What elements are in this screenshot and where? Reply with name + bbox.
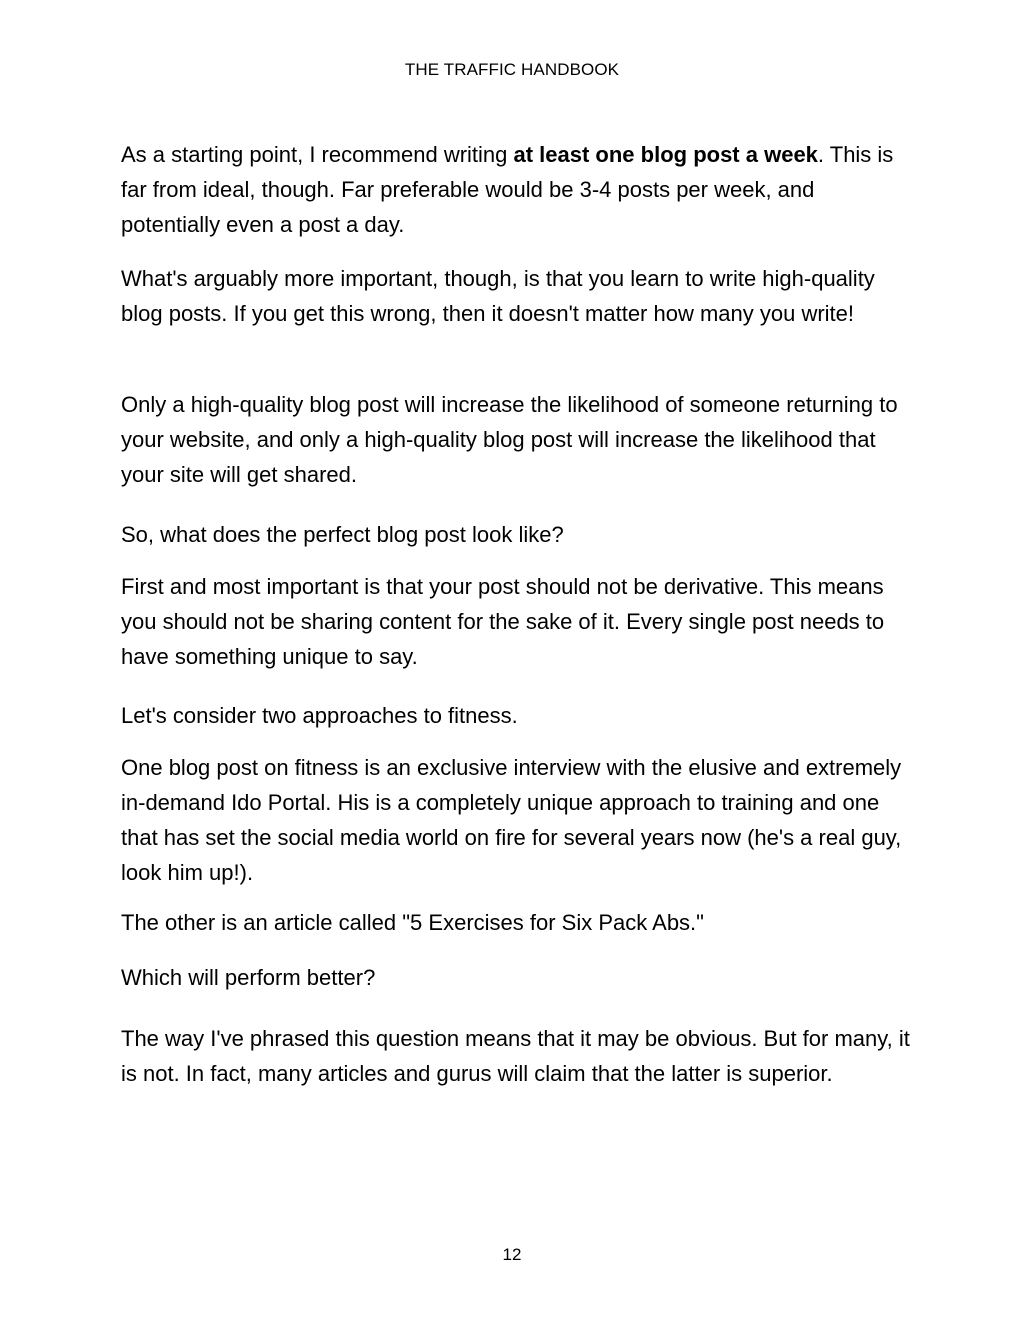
paragraph-perfect-post-question: So, what does the perfect blog post look like? [121,522,564,547]
paragraph-interview-example: One blog post on fitness is an exclusive interview with the elusive and extremely in-demand Ido Portal. His is a completely unique approach to training and one that has set the social media world on fire for several years now (he's a real guy, look him up!). [121,755,902,885]
paragraph-which-performs: Which will perform better? [121,965,376,990]
paragraph-two-approaches: Let's consider two approaches to fitness. [121,703,518,728]
paragraph-high-quality-benefits: Only a high-quality blog post will increase the likelihood of someone returning to your website, and only a high-quality blog post will increase the likelihood that your site will get shared. [121,392,898,487]
paragraph-quality: What's arguably more important, though, is that you learn to write high-quality blog posts. If you get this wrong, then it doesn't matter how many you write! [121,266,875,326]
paragraph-not-derivative: First and most important is that your post should not be derivative. This means you should not be sharing content for the sake of it. Every single post needs to have something unique to say. [121,574,885,669]
paragraph-article-example: The other is an article called "5 Exercises for Six Pack Abs." [121,910,704,935]
paragraph-text: . This is far from ideal, though. Far preferable would be 3-4 posts per week, and potentially even a post a day. [121,142,894,237]
emphasis-text: at least one blog post a week [513,142,818,167]
paragraph-posting-frequency [121,137,911,242]
page-number: 12 [502,1245,522,1264]
running-header: THE TRAFFIC HANDBOOK [404,60,620,79]
paragraph-text: As a starting point, I recommend writing [121,142,514,167]
paragraph-conclusion: The way I've phrased this question means that it may be obvious. But for many, it is not. In fact, many articles and gurus will claim that the latter is superior. [121,1026,910,1086]
